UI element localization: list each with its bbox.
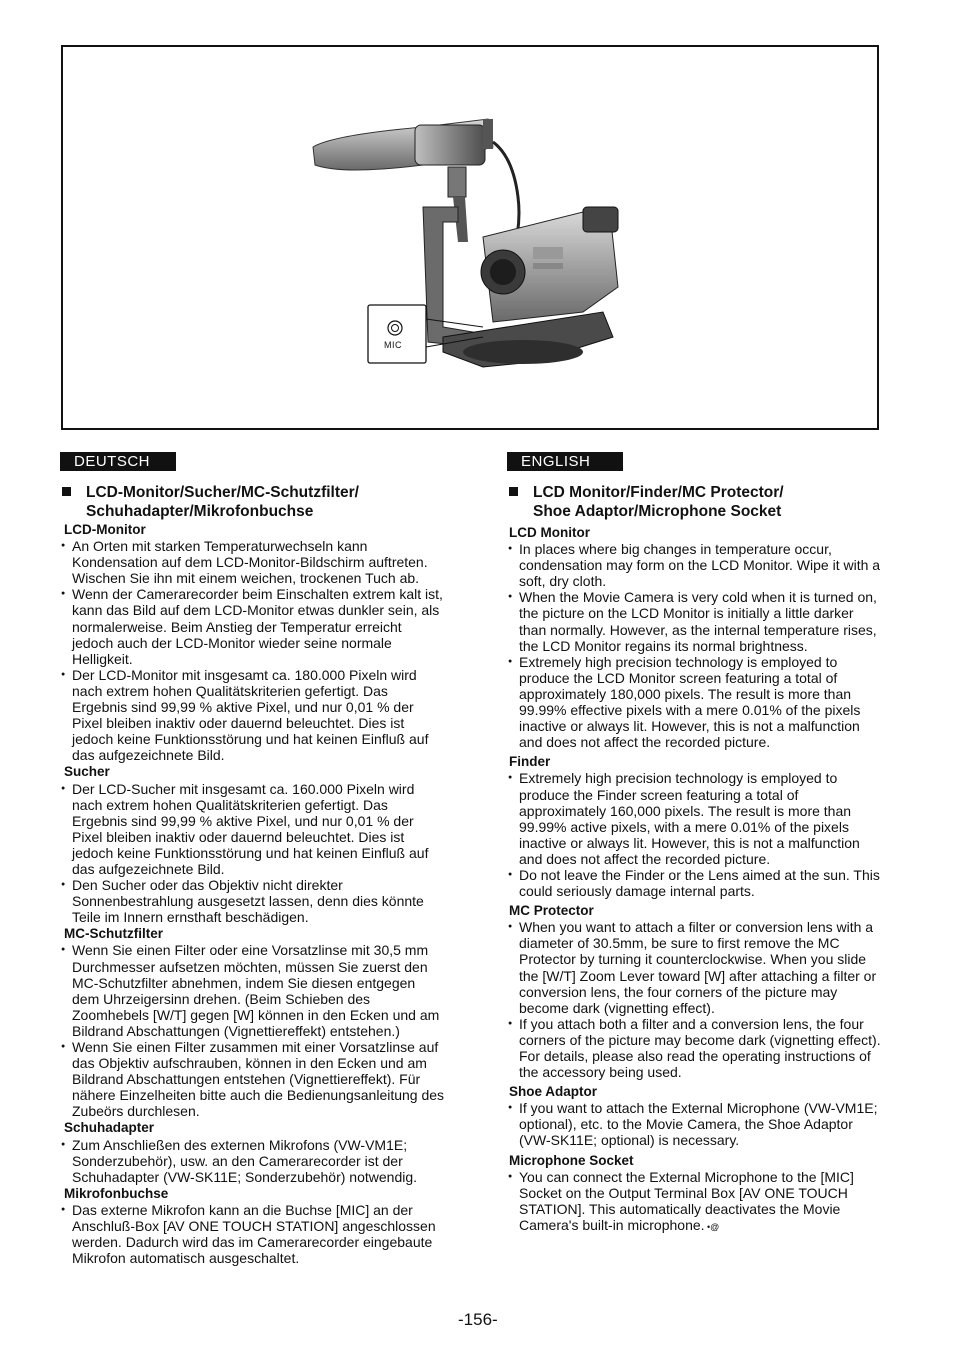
bullet-list [60, 538, 445, 763]
list-item: ● In places where big changes in temperature occur, condensation may form on the LCD Monitor. Wipe it with a soft, dry cloth. [507, 541, 882, 589]
list-item: ● Extremely high precision technology is employed to produce the Finder screen featuring a total of approximately 160,000 pixels. The result is more than 99.99% active pixels, with a mere 0.01% of the pixels inactive or always lit. However, this is not a malfunction and does not affect the recorded picture. [507, 770, 882, 867]
list-item: ● Das externe Mikrofon kann an die Buchse [MIC] an der Anschluß-Box [AV ONE TOUCH STATION] angeschlossen werden. Dadurch wird das im Camerarecorder eingebaute Mikrofon automatisch ausgeschaltet. [60, 1202, 445, 1266]
title-line-1: LCD Monitor/Finder/MC Protector/ [533, 484, 784, 501]
title-line-1: LCD-Monitor/Sucher/MC-Schutzfilter/ [86, 484, 359, 501]
language-tab-english: ENGLISH [507, 452, 623, 471]
subsection-heading: LCD-Monitor [64, 522, 146, 537]
subsection-heading: LCD Monitor [509, 525, 590, 540]
bullet-list [60, 781, 445, 926]
list-item: ● Der LCD-Monitor mit insgesamt ca. 180.000 Pixeln wird nach extrem hohen Qualitätskriterien gefertigt. Das Ergebnis sind 99,99 % aktive Pixel, und nur 0,01 % der Pixel bleiben inaktiv oder dauernd beleuchtet. Dies ist jedoch keine Funktionsstörung und hat keinen Einfluß auf das aufgezeichnete Bild. [60, 667, 445, 764]
english-column [507, 452, 882, 1235]
list-item: ● When the Movie Camera is very cold when it is turned on, the picture on the LCD Monitor is initially a little darker than normally. However, as the internal temperature rises, the LCD Monitor regains its normal brightness. [507, 589, 882, 653]
subsection-heading: Schuhadapter [64, 1120, 155, 1136]
subsection-heading: Shoe Adaptor [509, 1084, 598, 1100]
list-item: ● When you want to attach a filter or conversion lens with a diameter of 30.5mm, be sure to first remove the MC Protector by turning it counterclockwise. When you slide the [W/T] Zoom Lever toward [W] after attaching a filter or conversion lens, the four corners of the picture may become dark (vignetting effect). [507, 919, 882, 1016]
list-item: ● If you attach both a filter and a conversion lens, the four corners of the picture may become dark (vignetting effect). For details, please also read the operating instructions of the accessory being used. [507, 1016, 882, 1080]
list-item: ● Wenn Sie einen Filter zusammen mit einer Vorsatzlinse auf das Objektiv aufschrauben, können in den Ecken und am Bildrand Abschattungen entstehen (Vignettiereffekt). Für nähere Einzelheiten bitte auch die Bedienungsanleitung des Zubeörs durchlesen. [60, 1039, 445, 1119]
subsection-heading: Mikrofonbuchse [64, 1185, 169, 1201]
end-mark: •@ [704, 1221, 720, 1232]
page-number: -156- [458, 1310, 498, 1329]
list-item: ● Zum Anschließen des externen Mikrofons (VW-VM1E; Sonderzubehör), usw. an den Camerarecorder ist der Schuhadapter (VW-SK11E; Sonderzubehör) notwendig. [60, 1137, 445, 1185]
language-tab-deutsch: DEUTSCH [60, 452, 176, 471]
section-title [507, 483, 882, 521]
list-item: ● Wenn der Camerarecorder beim Einschalten extrem kalt ist, kann das Bild auf dem LCD-Monitor etwas dunkler sein, als normalerweise. Beim Anstieg der Temperatur erreicht jedoch auch der LCD-Monitor wieder seine normale Helligkeit. [60, 586, 445, 666]
list-item: ● Den Sucher oder das Objektiv nicht direkter Sonnenbestrahlung ausgesetzt lassen, denn dies könnte Teile im Innern ernsthaft beschädigen. [60, 877, 445, 925]
title-line-2: Shoe Adaptor/Microphone Socket [533, 503, 782, 520]
list-item: ● Wenn Sie einen Filter oder eine Vorsatzlinse mit 30,5 mm Durchmesser aufsetzen möchten, müssen Sie zuerst den MC-Schutzfilter abnehmen, indem Sie diesen entgegen dem Uhrzeigersinn drehen. (Beim Schieben des Zoomhebels [W/T] gegen [W] können in den Ecken und am Bildrand Abschattungen (Vignettiereffekt) entstehen.) [60, 942, 445, 1039]
bullet-list [507, 1169, 882, 1235]
list-item: ● Do not leave the Finder or the Lens aimed at the sun. This could seriously damage internal parts. [507, 867, 882, 899]
list-item: ● An Orten mit starken Temperaturwechseln kann Kondensation auf dem LCD-Monitor-Bildschirm auftreten. Wischen Sie ihn mit einem weichen, trockenen Tuch ab. [60, 538, 445, 586]
subsection-heading: MC-Schutzfilter [64, 926, 163, 942]
mic-label: MIC [384, 340, 402, 350]
camcorder-illustration [63, 47, 877, 428]
bullet-square-icon [509, 487, 518, 496]
bullet-square-icon [62, 487, 71, 496]
bullet-list [507, 1100, 882, 1148]
bullet-list [507, 919, 882, 1080]
list-item: ● If you want to attach the External Microphone (VW-VM1E; optional), etc. to the Movie Camera, the Shoe Adaptor (VW-SK11E; optional) is necessary. [507, 1100, 882, 1148]
list-item: ● Der LCD-Sucher mit insgesamt ca. 160.000 Pixeln wird nach extrem hohen Qualitätskriterien gefertigt. Das Ergebnis sind 99,99 % aktive Pixel, und nur 0,01 % der Pixel bleiben inaktiv oder dauernd beleuchtet. Dies ist jedoch keine Funktionsstörung und hat keinen Einfluß auf das aufgezeichnete Bild. [60, 781, 445, 878]
sections [60, 522, 445, 1266]
bullet-list [60, 942, 445, 1119]
sections [507, 525, 882, 1235]
deutsch-column [60, 452, 445, 1266]
bullet-list [60, 1202, 445, 1266]
subsection-heading: MC Protector [509, 903, 594, 919]
bullet-list [60, 1137, 445, 1185]
subsection-heading: Microphone Socket [509, 1152, 634, 1168]
figure-frame [61, 45, 879, 430]
bullet-list [507, 770, 882, 899]
subsection-heading: Finder [509, 754, 551, 770]
subsection-heading: Sucher [64, 764, 110, 780]
title-line-2: Schuhadapter/Mikrofonbuchse [86, 503, 314, 520]
list-item: ● Extremely high precision technology is employed to produce the LCD Monitor screen featuring a total of approximately 180,000 pixels. The result is more than 99.99% effective pixels with a mere 0.01% of the pixels inactive or always lit. However, this is not a malfunction and does not affect the recorded picture. [507, 654, 882, 751]
list-item: ● You can connect the External Microphone to the [MIC] Socket on the Output Terminal Box [AV ONE TOUCH STATION]. This automatically deactivates the Movie Camera's built-in microphone. •@ [507, 1169, 882, 1235]
bullet-list [507, 541, 882, 750]
section-title [60, 483, 445, 521]
